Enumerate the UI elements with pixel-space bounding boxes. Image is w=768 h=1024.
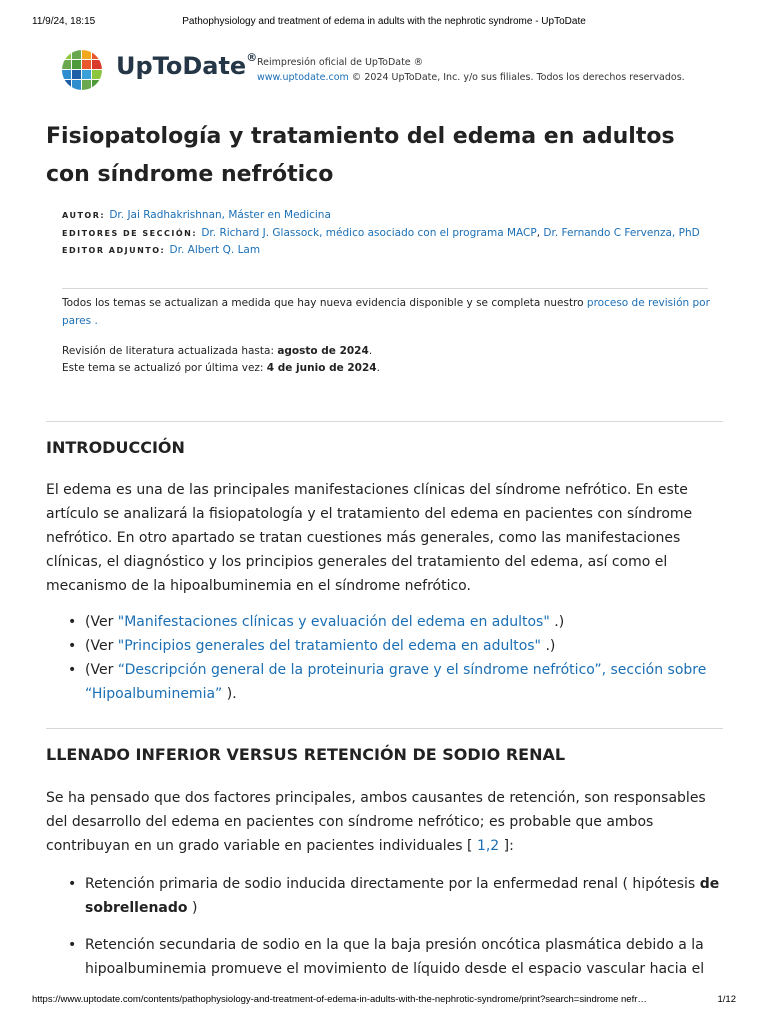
section-editor-link-1[interactable]: Dr. Richard J. Glassock, médico asociado con el programa MACP (201, 226, 537, 239)
copyright-text: © 2024 UpToDate, Inc. y/o sus filiales. Todos los derechos reservados. (348, 72, 685, 83)
lit-review-label: Revisión de literatura actualizada hasta: (62, 345, 278, 357)
reprint-notice (257, 55, 685, 85)
page-number: 1/12 (717, 994, 736, 1005)
brand-header (60, 46, 720, 94)
last-updated-date: 4 de junio de 2024 (266, 361, 377, 374)
reprint-text: Reimpresión oficial de UpToDate ® (257, 57, 424, 68)
author-label: AUTOR (62, 211, 101, 220)
print-page-title: Pathophysiology and treatment of edema in adults with the nephrotic syndrome - UpToDate (182, 16, 586, 27)
print-header (32, 16, 736, 30)
review-dates: Revisión de literatura actualizada hasta: agosto de 2024. Este tema se actualizó por última vez: 4 de junio de 2024. (62, 345, 380, 374)
intro-paragraph: El edema es una de las principales manifestaciones clínicas del síndrome nefrótico. En este artículo se analizará la fisiopatología y el tratamiento del edema en pacientes con síndrome nefrótico. En otro apartado se tratan cuestiones más generales, como las manifestaciones clínicas, el diagnóstico y los principios generales del tratamiento del edema, así como el mecanismo de la hipoalbuminemia en el síndrome nefrótico. (46, 482, 693, 594)
see-also-link-3[interactable]: “Descripción general de la proteinuria grave y el síndrome nefrótico”, sección sobre “Hipoalbuminemia” (85, 662, 707, 702)
last-updated-label: Este tema se actualizó por última vez: (62, 361, 267, 374)
deputy-editor-link[interactable]: Dr. Albert Q. Lam (169, 244, 261, 256)
divider (62, 288, 708, 289)
list-item: • (Ver "Manifestaciones clínicas y evaluación del edema en adultos" .) (68, 614, 565, 630)
list-item: • (Ver “Descripción general de la proteinuria grave y el síndrome nefrótico”, sección sobre “Hipoalbuminemia” ). (68, 662, 707, 702)
brand-registered-mark: ® (246, 51, 258, 64)
page-title: Fisiopatología y tratamiento del edema en adultos con síndrome nefrótico (46, 124, 675, 187)
divider (46, 421, 723, 422)
update-note: Todos los temas se actualizan a medida que hay nueva evidencia disponible y se completa nuestro proceso de revisión por pares . (62, 297, 710, 327)
section-heading-intro: INTRODUCCIÓN (46, 438, 185, 457)
divider (46, 728, 723, 729)
section-editor-link-2[interactable]: Dr. Fernando C Fervenza, PhD (543, 226, 700, 239)
print-datetime: 11/9/24, 18:15 (32, 16, 96, 27)
author-link[interactable]: Dr. Jai Radhakrishnan, Máster en Medicina (109, 209, 331, 221)
topic-contributors: AUTOR: Dr. Jai Radhakrishnan, Máster en Medicina EDITORES DE SECCIÓN: Dr. Richard J. Glassock, médico asociado con el programa MACP, Dr. Fernando C Fervenza, PhD EDITOR ADJUNTO: Dr. Albert Q. Lam (62, 209, 700, 256)
print-footer (32, 994, 736, 1008)
section-editors-label: EDITORES DE SECCIÓN (62, 228, 193, 238)
uptodate-logo-icon (60, 48, 104, 92)
list-item: • Retención primaria de sodio inducida directamente por la enfermedad renal ( hipótesis de sobrellenado ) (68, 876, 720, 916)
reference-link[interactable]: 1,2 (476, 838, 500, 854)
lit-review-date: agosto de 2024 (277, 345, 369, 357)
peer-review-link[interactable]: proceso de revisión por pares . (62, 297, 710, 327)
section2-paragraph: Se ha pensado que dos factores principales, ambos causantes de retención, son responsables del desarrollo del edema en pacientes con síndrome nefrótico; es probable que ambos contribuyan en un grado variable en pacientes individuales [ 1,2 ]: (46, 790, 706, 854)
deputy-editor-label: EDITOR ADJUNTO (62, 246, 161, 255)
list-item: • (Ver "Principios generales del tratamiento del edema en adultos" .) (68, 638, 556, 654)
print-url: https://www.uptodate.com/contents/pathophysiology-and-treatment-of-edema-in-adults-with-the-nephrotic-syndrome/print?search=sindrome nefr… (32, 994, 647, 1005)
brand-name: UpToDate® (116, 51, 258, 80)
hypothesis-list (46, 872, 726, 994)
uptodate-site-link[interactable]: www.uptodate.com (257, 72, 349, 83)
list-item: • Retención secundaria de sodio en la que la baja presión oncótica plasmática debido a la hipoalbuminemia promueve el movimiento de líquido desde el espacio vascular hacia el (68, 937, 705, 977)
section-heading-underfill: LLENADO INFERIOR VERSUS RETENCIÓN DE SODIO RENAL (46, 745, 566, 764)
see-also-list (46, 610, 726, 706)
see-also-link-1[interactable]: "Manifestaciones clínicas y evaluación del edema en adultos" (117, 614, 550, 630)
see-also-link-2[interactable]: "Principios generales del tratamiento del edema en adultos" (117, 638, 542, 654)
